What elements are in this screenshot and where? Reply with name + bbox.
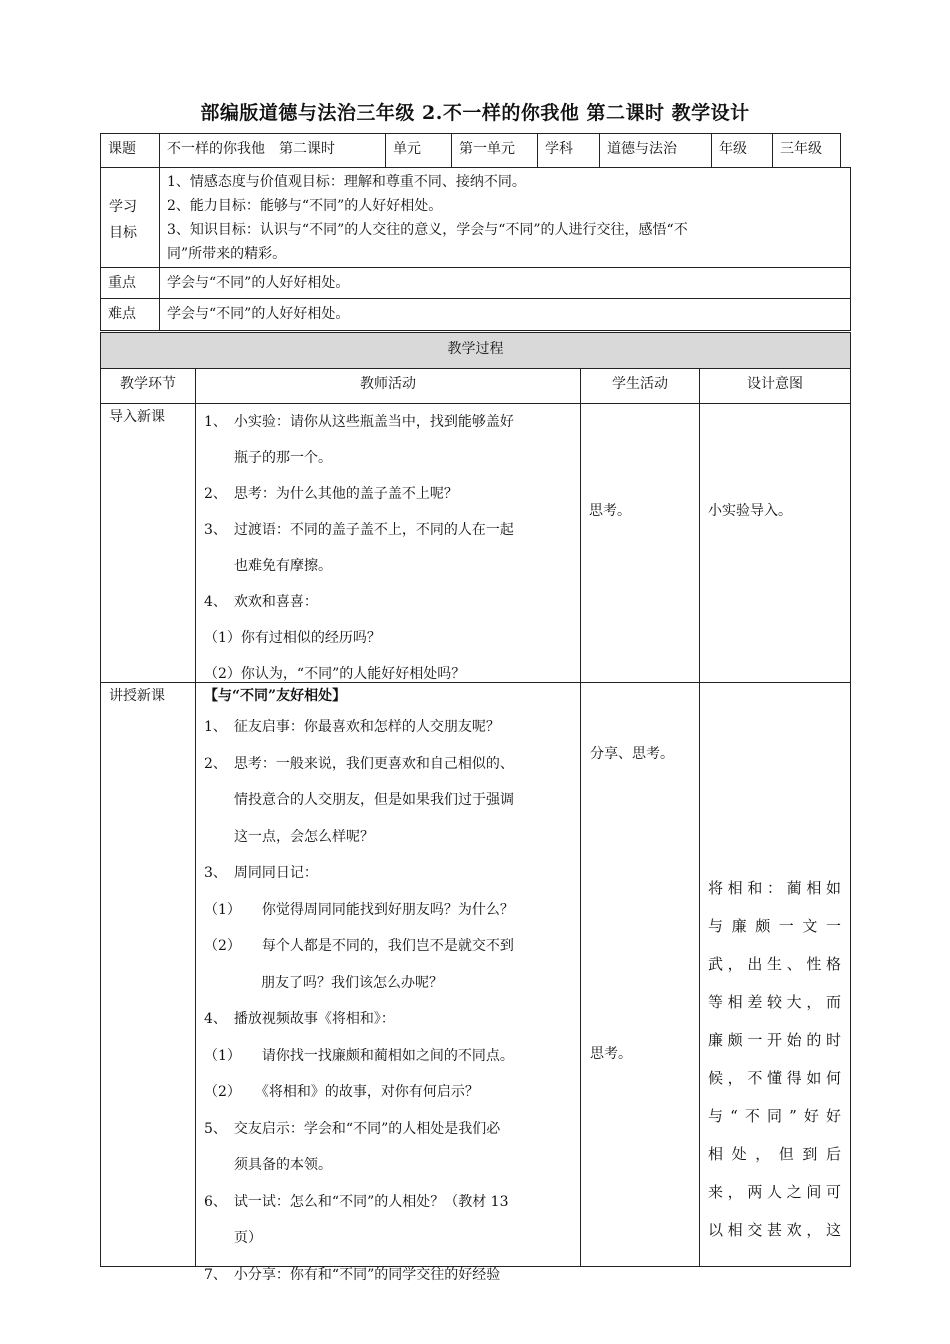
new-item-6-cont: 页） — [234, 1230, 262, 1246]
new-item-5-cont: 须具备的本领。 — [234, 1157, 332, 1173]
col-teacher-header: 教师活动 — [195, 368, 581, 404]
difficulty-label: 难点 — [100, 298, 160, 331]
intro-item-1: 1、 小实验：请你从这些瓶盖当中，找到能够盖好 — [204, 414, 514, 430]
objective-line-4: 同”所带来的精彩。 — [167, 246, 287, 262]
new-student-activity-2: 思考。 — [590, 1046, 632, 1062]
intro-item-2: 2、 思考：为什么其他的盖子盖不上呢？ — [204, 486, 458, 502]
objectives-content — [159, 167, 851, 268]
new-student-activity-1: 分享、思考。 — [590, 746, 674, 762]
new-design-intent — [699, 682, 851, 1267]
intro-item-4-q1: （1）你有过相似的经历吗？ — [204, 630, 381, 646]
topic-label: 课题 — [100, 133, 160, 168]
key-point-value: 学会与“不同”的人好好相处。 — [159, 267, 851, 299]
grade-value: 三年级 — [772, 133, 841, 168]
intent-line-7: 与“不同”好好 — [708, 1107, 842, 1125]
new-item-2-cont-2: 这一点，会怎么样呢？ — [234, 828, 374, 845]
objective-line-3: 3、知识目标：认识与“不同”的人交往的意义，学会与“不同”的人进行交往，感悟“不 — [167, 222, 688, 238]
new-item-3-q1: （1） 你觉得周同同能找到好朋友吗？为什么？ — [204, 901, 514, 918]
new-item-7: 7、 小分享：你有和“不同”的同学交往的好经验 — [204, 1266, 501, 1283]
new-item-4-q1: （1） 请你找一找廉颇和蔺相如之间的不同点。 — [204, 1047, 514, 1064]
intro-item-1-cont: 瓶子的那一个。 — [234, 450, 332, 466]
new-section-heading: 【与“不同”友好相处】 — [204, 688, 347, 704]
objectives-label-line-1: 学习 — [109, 199, 137, 215]
subject-label: 学科 — [537, 133, 600, 168]
intent-line-5: 廉颇一开始的时 — [708, 1031, 842, 1049]
grade-label: 年级 — [711, 133, 773, 168]
intent-line-4: 等相差较大，而 — [708, 993, 842, 1011]
intent-line-9: 来，两人之间可 — [708, 1183, 842, 1201]
objective-line-1: 1、情感态度与价值观目标：理解和尊重不同、接纳不同。 — [167, 174, 526, 190]
intro-item-4: 4、 欢欢和喜喜： — [204, 594, 318, 610]
objectives-label — [100, 167, 160, 268]
intent-line-1: 将相和：蔺相如 — [708, 879, 842, 897]
difficulty-value: 学会与“不同”的人好好相处。 — [159, 298, 851, 331]
new-item-2: 2、 思考：一般来说，我们更喜欢和自己相似的、 — [204, 755, 514, 772]
intro-student-activity: 思考。 — [580, 403, 700, 683]
col-intent-header: 设计意图 — [699, 368, 851, 404]
intro-item-3: 3、 过渡语：不同的盖子盖不上，不同的人在一起 — [204, 522, 514, 538]
subject-value: 道德与法治 — [599, 133, 712, 168]
intro-item-4-q2: （2）你认为，“不同”的人能好好相处吗？ — [204, 666, 466, 682]
intro-stage: 导入新课 — [100, 403, 196, 683]
intent-line-10: 以相交甚欢，这 — [708, 1221, 842, 1239]
intent-line-8: 相处，但到后 — [708, 1145, 842, 1163]
topic-value: 不一样的你我他 第二课时 — [159, 133, 386, 168]
process-heading: 教学过程 — [100, 332, 851, 369]
new-item-3-q2: （2） 每个人都是不同的，我们岂不是就交不到 — [204, 938, 514, 954]
new-item-4-q2: （2） 《将相和》的故事，对你有何启示？ — [204, 1084, 479, 1100]
unit-value: 第一单元 — [451, 133, 538, 168]
intent-line-3: 武，出生、性格 — [708, 955, 842, 973]
new-student-activity — [580, 682, 700, 1267]
col-student-header: 学生活动 — [580, 368, 700, 404]
new-item-1: 1、 征友启事：你最喜欢和怎样的人交朋友呢？ — [204, 719, 500, 735]
objectives-label-line-2: 目标 — [109, 225, 137, 241]
intro-teacher-activity — [195, 403, 581, 683]
new-item-3: 3、 周同同日记： — [204, 865, 318, 881]
new-stage: 讲授新课 — [100, 682, 196, 1267]
col-stage-header: 教学环节 — [100, 368, 196, 404]
document-title: 部编版道德与法治三年级 2.不一样的你我他 第二课时 教学设计 — [200, 102, 750, 124]
intent-line-6: 候，不懂得如何 — [708, 1069, 842, 1087]
new-item-6: 6、 试一试：怎么和“不同”的人相处？（教材 13 — [204, 1193, 509, 1210]
new-teacher-activity — [195, 682, 581, 1283]
unit-label: 单元 — [385, 133, 452, 168]
new-item-5: 5、 交友启示：学会和“不同”的人相处是我们必 — [204, 1120, 501, 1137]
intro-design-intent: 小实验导入。 — [699, 403, 851, 683]
new-item-4: 4、 播放视频故事《将相和》： — [204, 1011, 395, 1027]
objective-line-2: 2、能力目标：能够与“不同”的人好好相处。 — [167, 198, 443, 214]
key-point-label: 重点 — [100, 267, 160, 299]
new-item-2-cont-1: 情投意合的人交朋友，但是如果我们过于强调 — [234, 792, 514, 808]
intro-item-3-cont: 也难免有摩擦。 — [234, 558, 332, 574]
new-item-3-q2-cont: 朋友了吗？我们该怎么办呢？ — [261, 974, 443, 991]
intent-line-2: 与廉颇一文一 — [708, 917, 842, 935]
